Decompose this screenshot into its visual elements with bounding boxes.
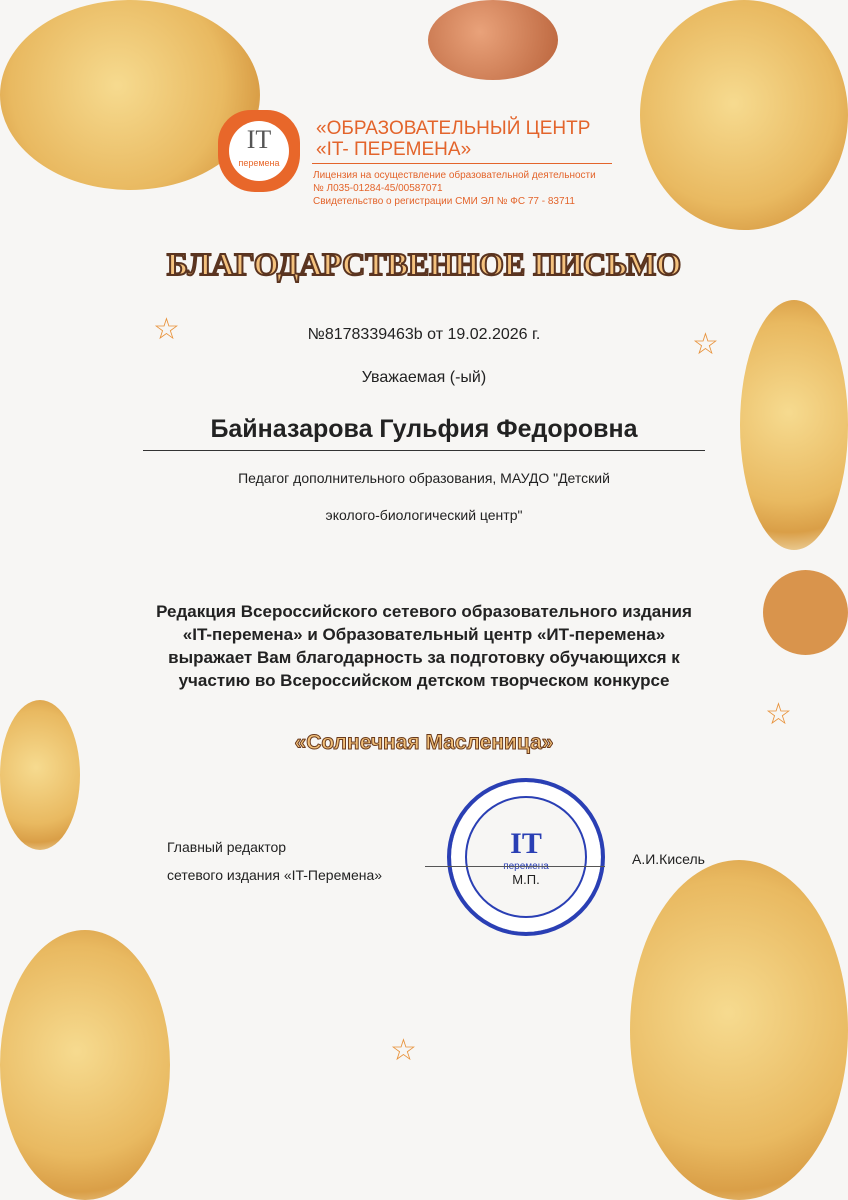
gratitude-text: Редакция Всероссийского сетевого образовательного издания «IT-перемена» и Образовательный центр «ИТ-перемена» выражает Вам благодарность за подготовку обучающихся к участию во Всероссийском детском творческом конкурсе xyxy=(156,602,692,690)
contest-name: «Солнечная Масленица» xyxy=(294,731,554,754)
star-icon: ☆ xyxy=(765,698,792,731)
license-info: Лицензия на осуществление образовательной деятельности № Л035-01284-45/00587071 Свидетельство о регистрации СМИ ЭЛ № ФС 77 - 83711 xyxy=(313,170,596,207)
recipient-name: Байназарова Гульфия Федоровна xyxy=(210,415,638,443)
signature-line xyxy=(425,866,605,867)
signer-role: Главный редактор сетевого издания «IT-Перемена» xyxy=(167,839,383,883)
star-icon: ☆ xyxy=(390,1034,417,1067)
salutation: Уважаемая (-ый) xyxy=(361,369,487,386)
star-icon: ☆ xyxy=(692,328,719,361)
pancake-decoration xyxy=(0,930,170,1200)
egg-decoration xyxy=(428,0,558,80)
divider xyxy=(312,163,612,164)
pancake-decoration xyxy=(630,860,848,1200)
official-stamp: IT перемена М.П. xyxy=(447,778,605,936)
pancake-decoration xyxy=(0,700,80,850)
signer-name: А.И.Кисель xyxy=(632,851,705,867)
pancake-decoration xyxy=(640,0,848,230)
star-icon: ☆ xyxy=(153,313,180,346)
org-logo: IT перемена xyxy=(218,110,300,192)
document-number-date: №8178339463b от 19.02.2026 г. xyxy=(307,326,541,343)
org-name: «ОБРАЗОВАТЕЛЬНЫЙ ЦЕНТР «IT- ПЕРЕМЕНА» xyxy=(316,118,591,160)
recipient-position: Педагог дополнительного образования, МАУДО "Детский эколого-биологический центр" xyxy=(238,470,610,523)
document-title: БЛАГОДАРСТВЕННОЕ ПИСЬМО xyxy=(166,246,682,282)
name-underline xyxy=(143,450,705,451)
